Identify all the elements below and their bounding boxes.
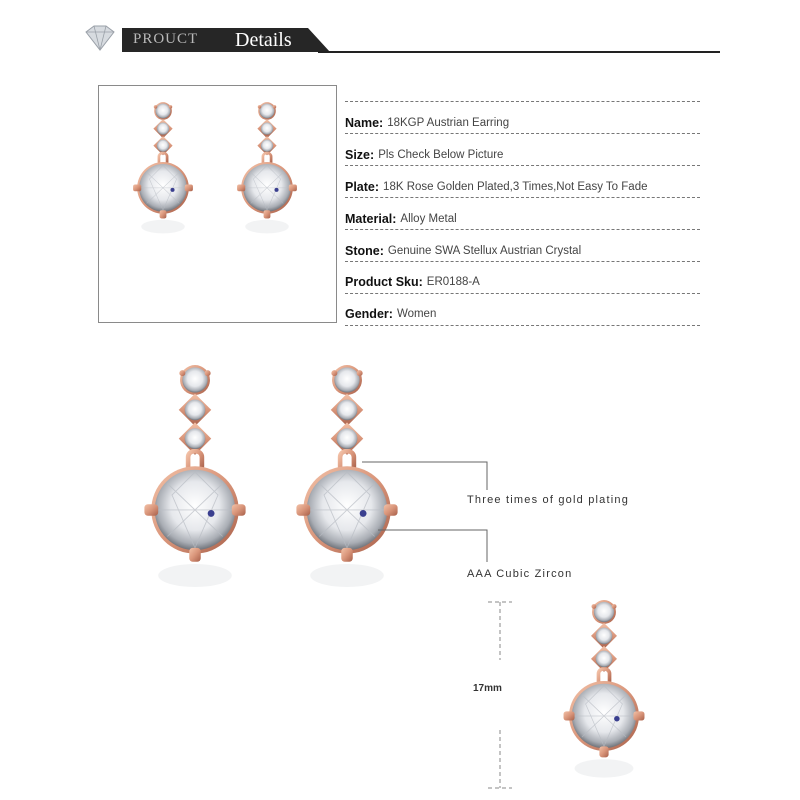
spec-divider — [345, 229, 700, 230]
zircon-callout: AAA Cubic Zircon — [467, 568, 573, 580]
spec-label: Name: — [345, 115, 384, 130]
zircon-callout-line — [378, 530, 487, 562]
dimension-marker — [488, 602, 512, 788]
earring-right-small — [237, 102, 297, 233]
spec-label: Plate: — [345, 179, 380, 194]
earring-measured — [564, 600, 645, 778]
spec-value: 18K Rose Golden Plated,3 Times,Not Easy To Fade — [383, 180, 648, 193]
dimension-label: 17mm — [473, 683, 502, 694]
product-photo-frame — [98, 85, 337, 323]
spec-value: Pls Check Below Picture — [378, 148, 504, 161]
earring-left-small — [133, 102, 193, 233]
spec-label: Size: — [345, 147, 375, 162]
header-banner — [82, 22, 332, 54]
earring-left-large — [144, 365, 245, 587]
product-photo — [99, 86, 336, 322]
spec-label: Gender: — [345, 306, 393, 321]
spec-value: Genuine SWA Stellux Austrian Crystal — [387, 244, 582, 257]
spec-divider — [345, 261, 700, 262]
plating-callout: Three times of gold plating — [467, 494, 630, 506]
spec-divider — [345, 293, 700, 294]
spec-value: 18KGP Austrian Earring — [387, 116, 510, 129]
spec-label: Product Sku: — [345, 274, 423, 289]
spec-label: Stone: — [345, 243, 384, 258]
earring-right-large — [296, 365, 397, 587]
spec-value: ER0188-A — [426, 275, 480, 288]
spec-label: Material: — [345, 211, 397, 226]
spec-divider — [345, 133, 700, 134]
spec-value: Alloy Metal — [400, 212, 457, 225]
header-rule — [318, 51, 720, 53]
diamond-icon — [86, 26, 114, 50]
spec-divider — [345, 165, 700, 166]
spec-divider — [345, 101, 700, 102]
spec-value: Women — [396, 307, 437, 320]
header-prefix: PROUCT — [133, 31, 199, 47]
product-detail-illustration — [0, 330, 800, 800]
header-title: Details — [235, 29, 292, 51]
spec-divider — [345, 325, 700, 326]
spec-divider — [345, 197, 700, 198]
